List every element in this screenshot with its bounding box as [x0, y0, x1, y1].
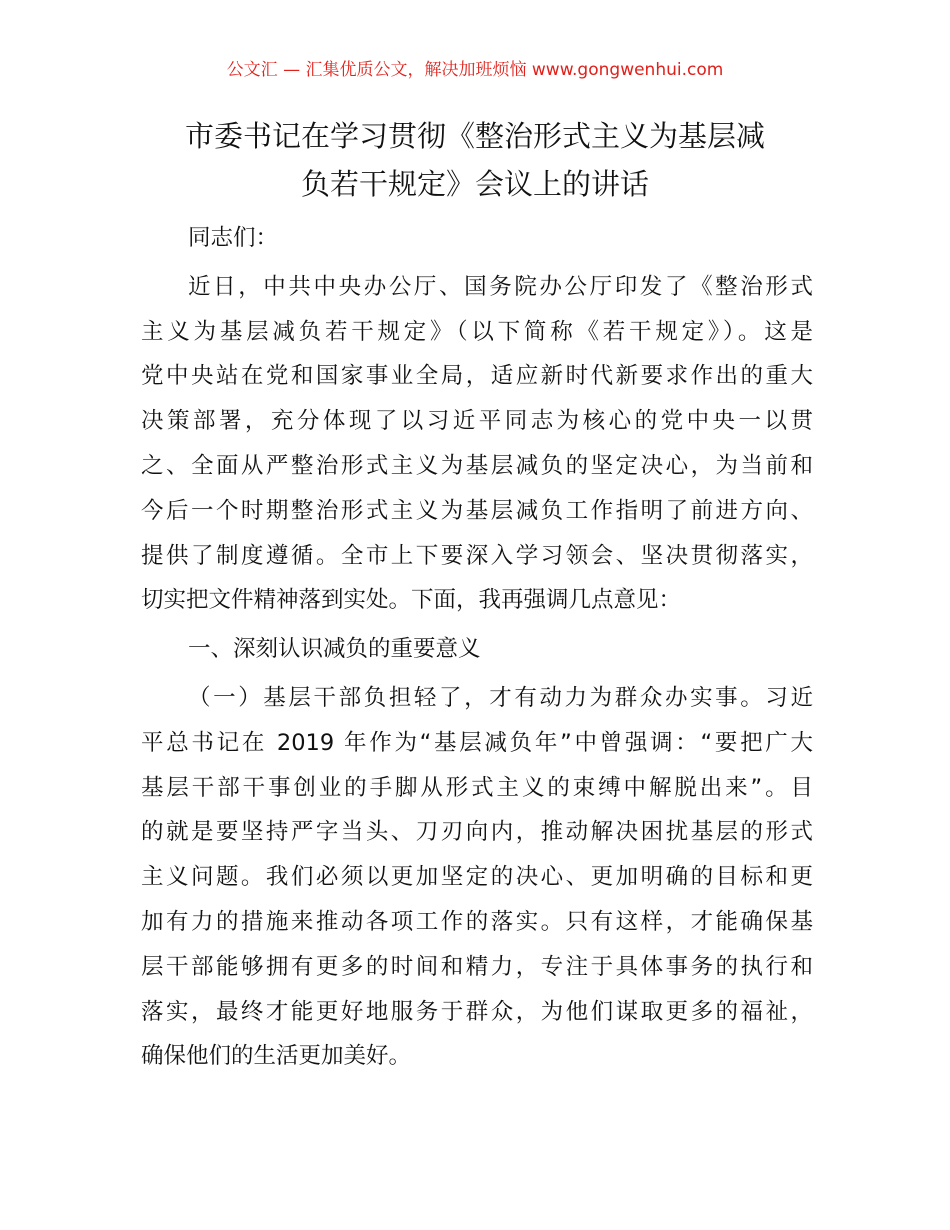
paragraph-line: 确保他们的生活更加美好。	[141, 1043, 412, 1070]
section-heading: 一、深刻认识减负的重要意义	[188, 636, 481, 663]
paragraph-line: 的就是要坚持严字当头、刀刃向内，推动解决困扰基层的形式	[141, 819, 813, 846]
paragraph-line: 落实，最终才能更好地服务于群众，为他们谋取更多的福祉，	[141, 998, 813, 1025]
paragraph-line: 基层干部干事创业的手脚从形式主义的束缚中解脱出来”。目	[141, 774, 813, 801]
paragraph-line: 主义为基层减负若干规定》（以下简称《若干规定》）。这是	[141, 318, 813, 345]
paragraph-line: 提供了制度遵循。全市上下要深入学习领会、坚决贯彻落实，	[141, 542, 813, 569]
paragraph-line: 今后一个时期整治形式主义为基层减负工作指明了前进方向、	[141, 497, 813, 524]
document-title	[120, 112, 830, 208]
intro-paragraph	[141, 265, 813, 623]
paragraph-line: 党中央站在党和国家事业全局，适应新时代新要求作出的重大	[141, 363, 813, 390]
document-body	[141, 216, 813, 1079]
paragraph-line: 之、全面从严整治形式主义为基层减负的坚定决心，为当前和	[141, 452, 813, 479]
paragraph-line: 切实把文件精神落到实处。下面，我再强调几点意见：	[141, 587, 682, 614]
section-heading-paragraph	[141, 627, 813, 672]
section1-paragraph	[141, 676, 813, 1079]
title-line-1: 市委书记在学习贯彻《整治形式主义为基层减	[184, 119, 765, 153]
paragraph-line: 主义问题。我们必须以更加坚定的决心、更加明确的目标和更	[141, 864, 813, 891]
salutation-paragraph	[141, 216, 813, 261]
paragraph-line: 近日，中共中央办公厅、国务院办公厅印发了《整治形式	[188, 273, 813, 300]
paragraph-line: 决策部署，充分体现了以习近平同志为核心的党中央一以贯	[141, 408, 813, 435]
paragraph-line: 加有力的措施来推动各项工作的落实。只有这样，才能确保基	[141, 908, 813, 935]
title-line-2: 负若干规定》会议上的讲话	[300, 167, 649, 201]
paragraph-line: 平总书记在 2019 年作为“基层减负年”中曾强调：“要把广大	[141, 729, 813, 756]
salutation: 同志们：	[188, 225, 279, 251]
header-banner: 公文汇 — 汇集优质公文，解决加班烦恼 www.gongwenhui.com	[226, 60, 724, 80]
paragraph-line: （一）基层干部负担轻了，才有动力为群众办实事。习近	[188, 684, 813, 711]
paragraph-line: 层干部能够拥有更多的时间和精力，专注于具体事务的执行和	[141, 953, 813, 980]
